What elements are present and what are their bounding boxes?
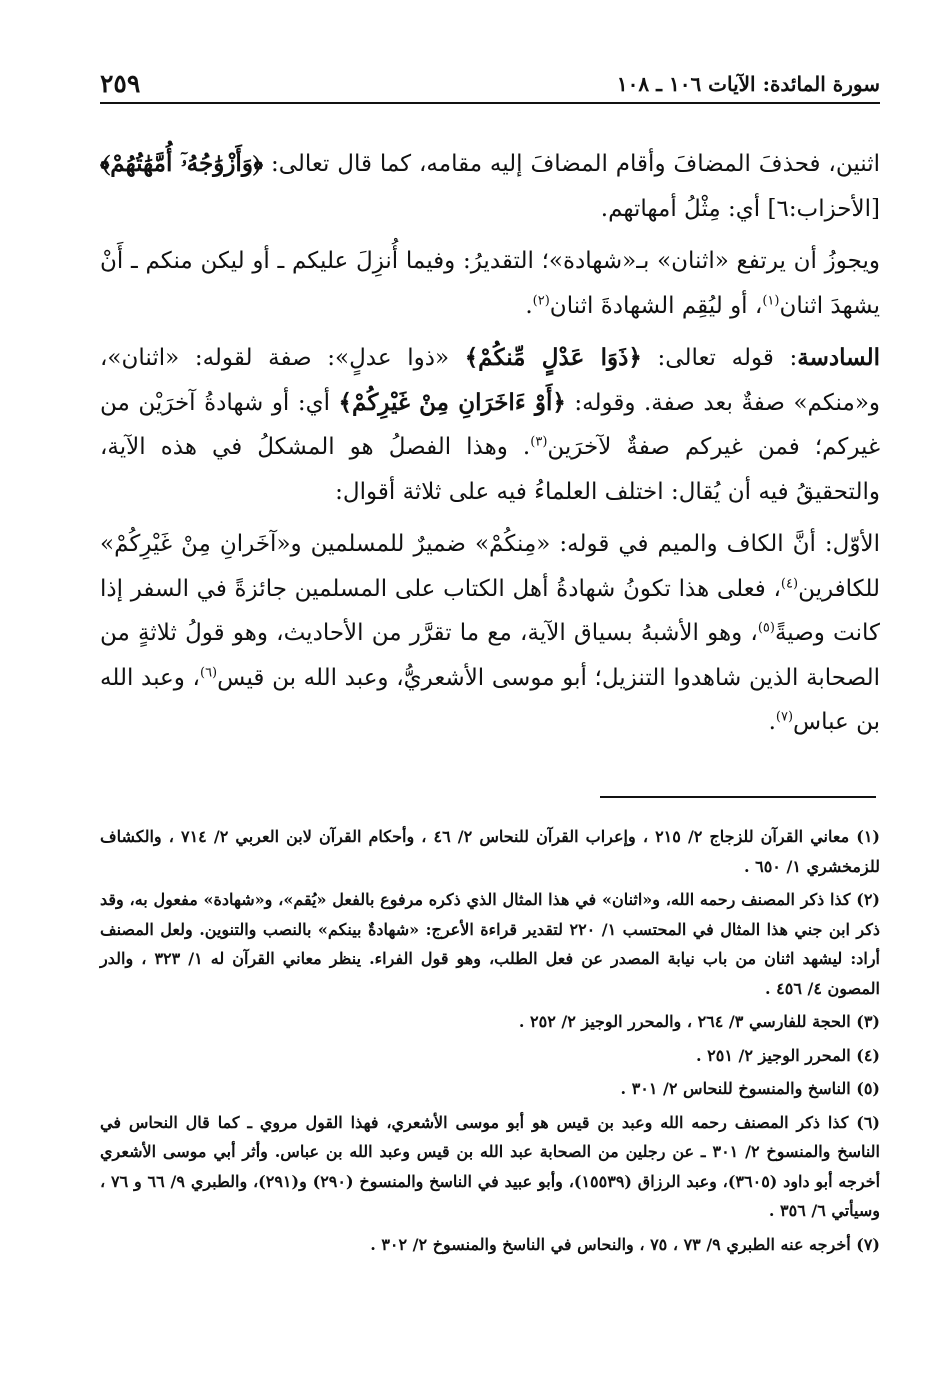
text-segment: ، وعبد الله بن عباس <box>100 664 880 735</box>
text-segment: . <box>525 292 533 319</box>
text-segment: [الأحزاب:٦] أي: مِثْلُ أمهاتهم. <box>600 195 880 222</box>
quran-quote: ﴿أَوْ ءَاخَرَانِ مِنْ غَيْرِكُمْ﴾ <box>338 388 566 416</box>
footnotes <box>100 822 880 1259</box>
text-segment: ، وهو الأشبهُ بسياق الآية، مع ما تقرَّر من الأحاديث، وهو قولُ ثلاثةٍ من الصحابة الذين شاهدوا التنزيل؛ أبو موسى الأشعريُّ، وعبد الله بن قيس <box>100 620 880 691</box>
text-segment: الأوّل: أنَّ الكاف والميم في قوله: «مِنكُمْ» ضميرٌ للمسلمين و«آخَرانِ مِنْ غَيْرِكُمْ» للكافرين <box>100 531 880 602</box>
text-segment: ، أو ليُقِم الشهادةَ اثنان <box>549 292 763 319</box>
quran-quote: ﴿وَأَزْوَٰجُهُۥٓ أُمَّهَٰتُهُمْ﴾ <box>100 150 264 177</box>
text-segment: . وهذا الفصلُ هو المشكلُ في هذه الآية، والتحقيقُ فيه أن يُقال: اختلف العلماءُ فيه على ثلاثة أقوال: <box>100 434 880 505</box>
surah-title: سورة المائدة: الآيات ١٠٦ ـ ١٠٨ <box>616 72 880 96</box>
section-lead: السادسة <box>797 344 881 371</box>
footnote: (١) معاني القرآن للزجاج ٢/ ٢١٥ ، وإعراب القرآن للنحاس ٢/ ٤٦ ، وأحكام القرآن لابن العربي ٢/ ٧١٤ ، والكشاف للزمخشري ١/ ٦٥٠ . <box>100 827 880 876</box>
text-segment: ويجوزُ أن يرتفع «اثنان» بـ«شهادة»؛ التقديرُ: وفيما أُنزِلَ عليكم ـ أو ليكن منكم ـ أَنْ يشهدَ اثنان <box>100 248 880 319</box>
footnote-ref: (١) <box>762 292 780 308</box>
footnote: (٧) أخرجه عنه الطبري ٩/ ٧٣ ، ٧٥ ، والنحاس في الناسخ والمنسوخ ٢/ ٣٠٢ . <box>370 1234 880 1254</box>
running-header <box>100 58 880 104</box>
text-segment: أي: أو شهادةُ آخرَيْن من غيركم؛ فمن غيركم صفةٌ لآخرَين <box>100 389 880 460</box>
main-text <box>100 142 880 745</box>
footnote: (٦) كذا ذكر المصنف رحمه الله وعبد بن قيس هو أبو موسى الأشعري، فهذا القول مروي ـ كما قال النحاس في الناسخ والمنسوخ ٢/ ٣٠١ ـ عن رجلين من الصحابة عبد الله بن قيس وعبد الله بن عباس. وأثر أبي موسى الأشعري أخرجه أبو داود (٣٦٠٥)، وعبد الرزاق (١٥٥٣٩)، وأبو عبيد في الناسخ والمنسوخ (٢٩٠) و(٢٩١)، والطبري ٩/ ٦٦ و ٧٦ ، وسيأتي ٦/ ٣٥٦ . <box>100 1112 881 1220</box>
quran-quote: ﴿ذَوَا عَدْلٍ مِّنكُمْ﴾ <box>464 344 642 371</box>
footnote-ref: (٢) <box>532 292 550 308</box>
footnote-ref: (٥) <box>757 620 775 636</box>
paragraph-4 <box>100 522 880 745</box>
footnote: (٥) الناسخ والمنسوخ للنحاس ٢/ ٣٠١ . <box>620 1079 880 1098</box>
footnote: (٣) الحجة للفارسي ٣/ ٢٦٤ ، والمحرر الوجيز ٢/ ٢٥٢ . <box>518 1012 880 1031</box>
page-number: ٢٥٩ <box>100 69 141 98</box>
text-segment: . <box>768 709 776 735</box>
text-segment: «ذوا عدلٍ»: صفة لقوله: «اثنان»، و«منكم» صفةٌ بعد صفة. وقوله: <box>100 345 880 416</box>
footnote-ref: (٦) <box>199 664 218 680</box>
paragraph-1 <box>100 142 880 231</box>
footnote-divider <box>600 796 876 798</box>
footnote-ref: (٣) <box>530 434 548 450</box>
text-segment: اثنين، فحذفَ المضافَ وأقام المضافَ إليه مقامه، كما قال تعالى: <box>263 151 881 177</box>
text-segment: : قوله تعالى: <box>641 345 798 371</box>
text-segment: ، فعلى هذا تكونُ شهادةُ أهل الكتاب على المسلمين جائزةً في السفر إذا كانت وصيةً <box>100 575 880 646</box>
footnote-ref: (٤) <box>780 575 799 591</box>
paragraph-2 <box>100 239 880 328</box>
footnote: (٢) كذا ذكر المصنف رحمه الله، و«اثنان» في هذا المثال الذي ذكره مرفوع بالفعل «يُقم»، و«شهادة» مفعول به، وقد ذكر ابن جني هذا المثال في المحتسب ١/ ٢٢٠ لتقدير قراءة الأعرج: «شهادةٌ بينكم» بالنصب والتنوين. ولعل المصنف أراد: ليشهد اثنان من باب نيابة المصدر عن فعل الطلب، وهو قول الفراء. ينظر معاني القرآن له ١/ ٣٢٣ ، والدر المصون ٤/ ٤٥٦ . <box>100 890 880 998</box>
paragraph-3 <box>100 336 880 514</box>
footnote: (٤) المحرر الوجيز ٢/ ٢٥١ . <box>696 1045 880 1065</box>
footnote-ref: (٧) <box>775 709 794 725</box>
